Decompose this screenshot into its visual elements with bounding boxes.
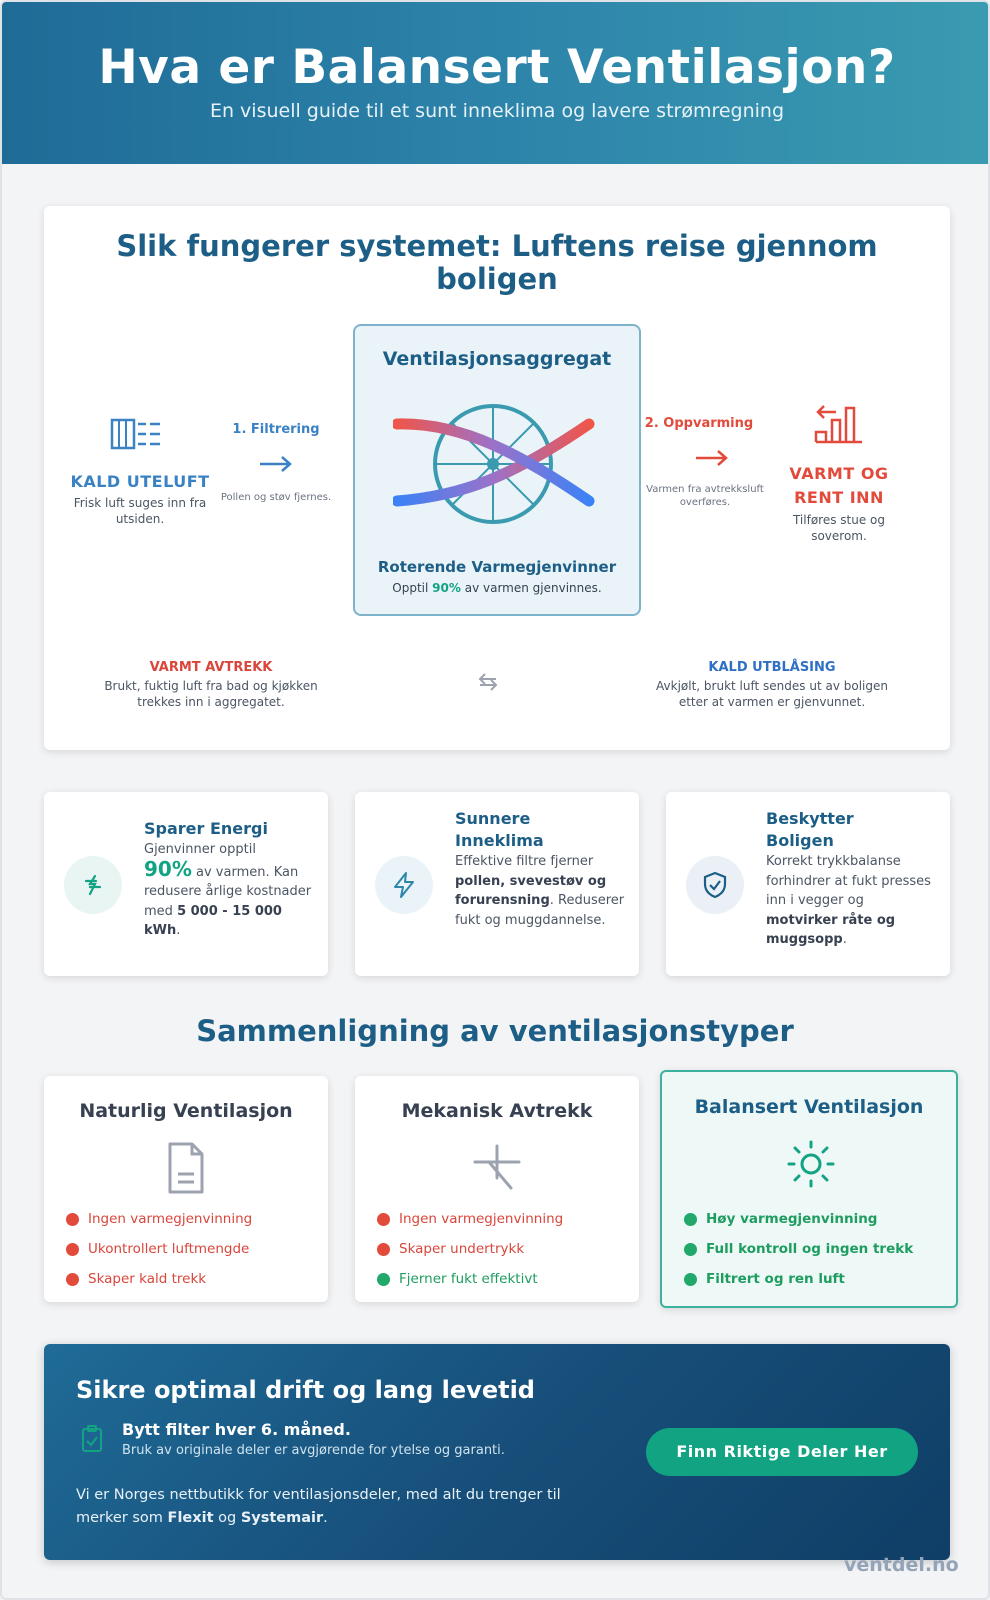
protect-icon-circle (686, 856, 744, 914)
type-card-natural (44, 1076, 328, 1302)
check-circle-icon (684, 1273, 697, 1286)
cold-air-desc: Frisk luft suges inn fra utsiden. (73, 496, 207, 526)
list-item (684, 1234, 913, 1264)
arrow-right-red-icon (694, 448, 730, 468)
energy-bold: 5 000 - 15 000 kWh (144, 903, 282, 938)
ventilation-unit-box (353, 324, 641, 616)
cta-para-and: og (218, 1510, 237, 1526)
brand-flexit: Flexit (167, 1510, 214, 1526)
energy-post: . (176, 923, 181, 938)
mechanical-list (377, 1204, 563, 1294)
document-icon (156, 1138, 216, 1198)
type-card-mechanical (355, 1076, 639, 1302)
warm-air-label: VARMT OG RENT INN (789, 464, 889, 507)
check-circle-icon (377, 1273, 390, 1286)
cold-air-label: KALD UTELUFT (70, 472, 210, 491)
protect-title: Beskytter Boligen (766, 809, 854, 850)
step-filtering (216, 422, 336, 437)
energy-pre: Gjenvinner opptil (144, 842, 256, 857)
climate-bold: pollen, svevestøv og forurensning (455, 873, 607, 908)
list-item-label: Ingen varmegjenvinning (399, 1211, 564, 1227)
step-heating (638, 416, 760, 431)
cold-exhaust-label: KALD UTBLÅSING (708, 660, 836, 675)
x-circle-icon (377, 1243, 390, 1256)
filter-tip (122, 1420, 505, 1458)
step2-label: 2. Oppvarming (644, 416, 754, 431)
list-item (66, 1234, 252, 1264)
cold-exhaust-desc: Avkjølt, brukt luft sendes ut av boligen etter at varmen er gjenvunnet. (656, 679, 888, 709)
climate-text (455, 808, 625, 930)
feature-card-energy (44, 792, 328, 976)
list-item (377, 1264, 563, 1294)
list-item-label: Filtrert og ren luft (706, 1271, 845, 1287)
check-circle-icon (684, 1213, 697, 1226)
list-item-label: Skaper undertrykk (399, 1241, 525, 1257)
list-item (66, 1264, 252, 1294)
unit-line-pre: Opptil (392, 581, 429, 595)
arrow-right-icon (258, 454, 294, 474)
cta-para-post: . (323, 1510, 328, 1526)
natural-title: Naturlig Ventilasjon (79, 1100, 293, 1122)
shield-check-icon (702, 871, 728, 899)
list-item (684, 1204, 913, 1234)
list-item-label: Skaper kald trekk (88, 1271, 207, 1287)
protect-post: . (842, 932, 847, 947)
energy-mid: av varmen. Kan redusere årlige kostnader med (144, 864, 312, 919)
unit-sub: Roterende Varmegjenvinner (377, 558, 617, 576)
tip-desc: Bruk av originale deler er avgjørende for ytelse og garanti. (122, 1443, 505, 1458)
cta-title: Sikre optimal drift og lang levetid (76, 1376, 535, 1404)
how-title: Slik fungerer systemet: Luftens reise gjennom boligen (116, 229, 878, 296)
type-card-balanced (660, 1070, 958, 1308)
cold-air-in (66, 472, 214, 527)
climate-title: Sunnere Inneklima (455, 809, 544, 850)
list-item (66, 1204, 252, 1234)
page-subtitle: En visuell guide til et sunt inneklima og lavere strømregning (209, 100, 785, 122)
balanced-title: Balansert Ventilasjon (694, 1096, 924, 1118)
list-item-label: Høy varmegjenvinning (706, 1211, 878, 1227)
feature-card-protect (666, 792, 950, 976)
clipboard-check-icon (80, 1424, 104, 1454)
list-item-label: Fjerner fukt effektivt (399, 1271, 538, 1287)
unit-line-post: av varmen gjenvinnes. (464, 581, 602, 595)
unit-title: Ventilasjonsaggregat (382, 348, 612, 370)
list-item-label: Ingen varmegjenvinning (88, 1211, 253, 1227)
energy-icon-circle (64, 856, 122, 914)
cta-para-pre: Vi er Norges nettbutikk for ventilasjonsdeler, med alt du trenger til merker som (76, 1487, 561, 1526)
find-parts-button[interactable]: Finn Riktige Deler Her (646, 1428, 918, 1476)
x-circle-icon (66, 1243, 79, 1256)
check-circle-icon (684, 1243, 697, 1256)
climate-pre: Effektive filtre fjerner (455, 854, 594, 869)
cold-exhaust (642, 660, 902, 710)
brand-logo-text: ventdel.no (844, 1554, 959, 1576)
brand-systemair: Systemair (240, 1510, 324, 1526)
house-warm-icon (814, 398, 864, 446)
leaf-energy-icon (81, 873, 105, 897)
warm-exhaust-desc: Brukt, fuktig luft fra bad og kjøkken trekkes inn i aggregatet. (104, 679, 318, 709)
warm-air-in (776, 462, 902, 544)
warm-exhaust (84, 660, 338, 710)
mechanical-title: Mekanisk Avtrekk (401, 1100, 593, 1122)
how-it-works-card (44, 206, 950, 750)
list-item (377, 1204, 563, 1234)
cta-paragraph (76, 1484, 596, 1530)
x-circle-icon (66, 1273, 79, 1286)
feature-card-climate (355, 792, 639, 976)
sun-icon (781, 1134, 841, 1194)
energy-text (144, 818, 314, 941)
page-header (2, 2, 990, 164)
natural-list (66, 1204, 252, 1294)
page-title: Hva er Balansert Ventilasjon? (98, 40, 896, 95)
heat-recovery-wheel-icon (393, 396, 603, 536)
list-item (377, 1234, 563, 1264)
step2-desc: Varmen fra avtrekksluft overføres. (646, 484, 764, 508)
tip-title: Bytt filter hver 6. måned. (122, 1420, 351, 1439)
climate-post: . Reduserer fukt og muggdannelse. (455, 893, 625, 928)
cta-panel (44, 1344, 950, 1560)
list-item (684, 1264, 913, 1294)
protect-pre: Korrekt trykkbalanse forhindrer at fukt presses inn i vegger og (766, 854, 931, 908)
energy-title: Sparer Energi (144, 819, 268, 838)
list-item-label: Ukontrollert luftmengde (88, 1241, 250, 1257)
swap-arrows-icon (476, 672, 500, 692)
filter-icon (110, 416, 164, 452)
x-circle-icon (66, 1213, 79, 1226)
unit-subline (355, 581, 639, 595)
balanced-list (684, 1204, 913, 1294)
list-item-label: Full kontroll og ingen trekk (706, 1241, 914, 1257)
step1-label: 1. Filtrering (232, 422, 320, 437)
protect-bold: motvirker råte og muggsopp (766, 912, 896, 947)
unit-line-pct: 90% (432, 581, 461, 595)
warm-air-desc: Tilføres stue og soverom. (792, 513, 886, 543)
comparison-title: Sammenligning av ventilasjonstyper (196, 1014, 794, 1048)
lightning-icon (391, 871, 417, 899)
energy-pct: 90% (144, 856, 192, 881)
fan-exhaust-icon (467, 1138, 527, 1198)
step1-desc: Pollen og støv fjernes. (220, 492, 332, 503)
x-circle-icon (377, 1213, 390, 1226)
warm-exhaust-label: VARMT AVTREKK (149, 660, 273, 675)
climate-icon-circle (375, 856, 433, 914)
protect-text (766, 808, 936, 950)
